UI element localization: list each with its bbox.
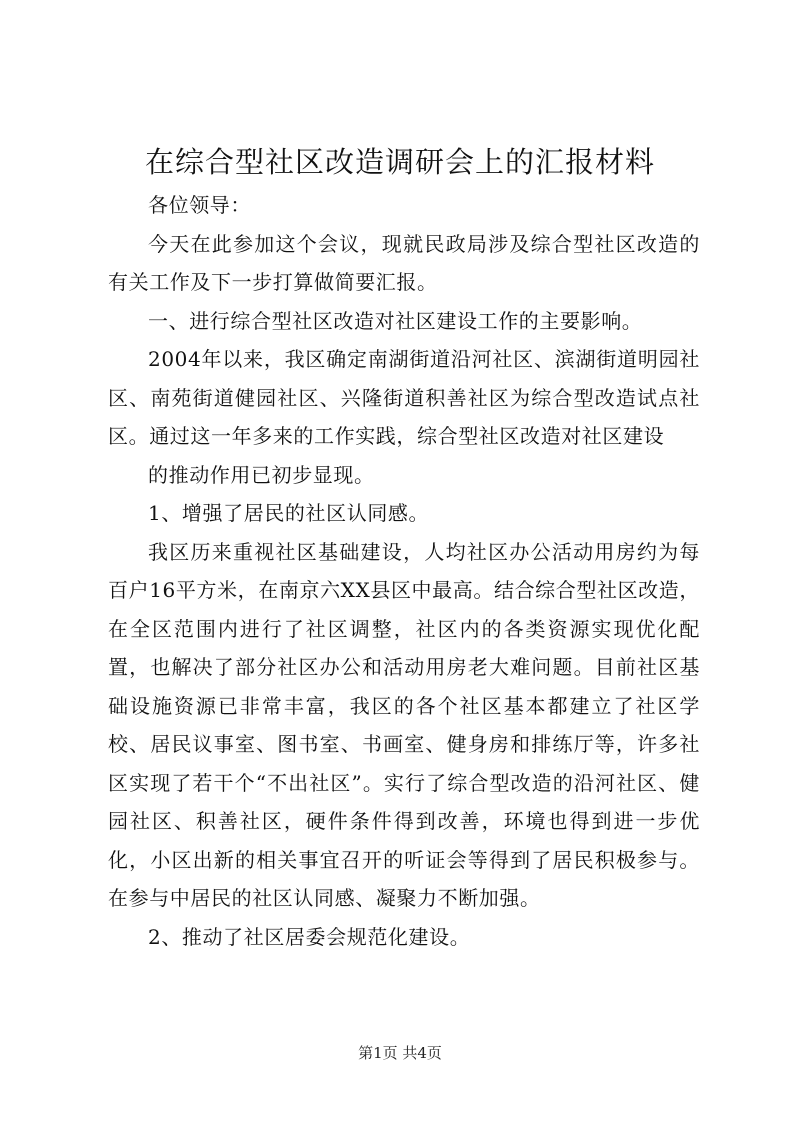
paragraph-intro: 今天在此参加这个会议，现就民政局涉及综合型社区改造的有关工作及下一步打算做简要汇报。 — [108, 231, 700, 294]
document-title: 在综合型社区改造调研会上的汇报材料 — [144, 145, 655, 179]
salutation: 各位领导： — [148, 193, 251, 217]
subheading-1: 1、增强了居民的社区认同感。 — [148, 501, 430, 525]
paragraph-pilot: 2004年以来，我区确定南湖街道沿河社区、滨湖街道明园社区、南苑街道健园社区、兴隆街道积善社区为综合型改造试点社区。通过这一年多来的工作实践，综合型社区改造对社区建设 — [108, 347, 700, 448]
section-heading-1: 一、进行综合型社区改造对社区建设工作的主要影响。 — [148, 308, 643, 333]
document-body — [108, 186, 700, 956]
paragraph-pilot-continued: 的推动作用已初步显现。 — [148, 462, 375, 487]
subheading-2: 2、推动了社区居委会规范化建设。 — [148, 924, 471, 949]
page-number-footer: 第1页 共4页 — [358, 1044, 442, 1062]
paragraph-facilities: 我区历来重视社区基础建设，人均社区办公活动用房约为每百户16平方米，在南京六XX县区中最高。结合综合型社区改造，在全区范围内进行了社区调整，社区内的各类资源实现优化配置，也解决了部分社区办公和活动用房老大难问题。目前社区基础设施资源已非常丰富，我区的各个社区基本都建立了社区学校、居民议事室、图书室、书画室、健身房和排练厅等，许多社区实现了若干个“不出社区”。实行了综合型改造的沿河社区、健园社区、积善社区，硬件条件得到改善，环境也得到进一步优化，小区出新的相关事宜召开的听证会等得到了居民积极参与。在参与中居民的社区认同感、凝聚力不断加强。 — [108, 539, 700, 910]
